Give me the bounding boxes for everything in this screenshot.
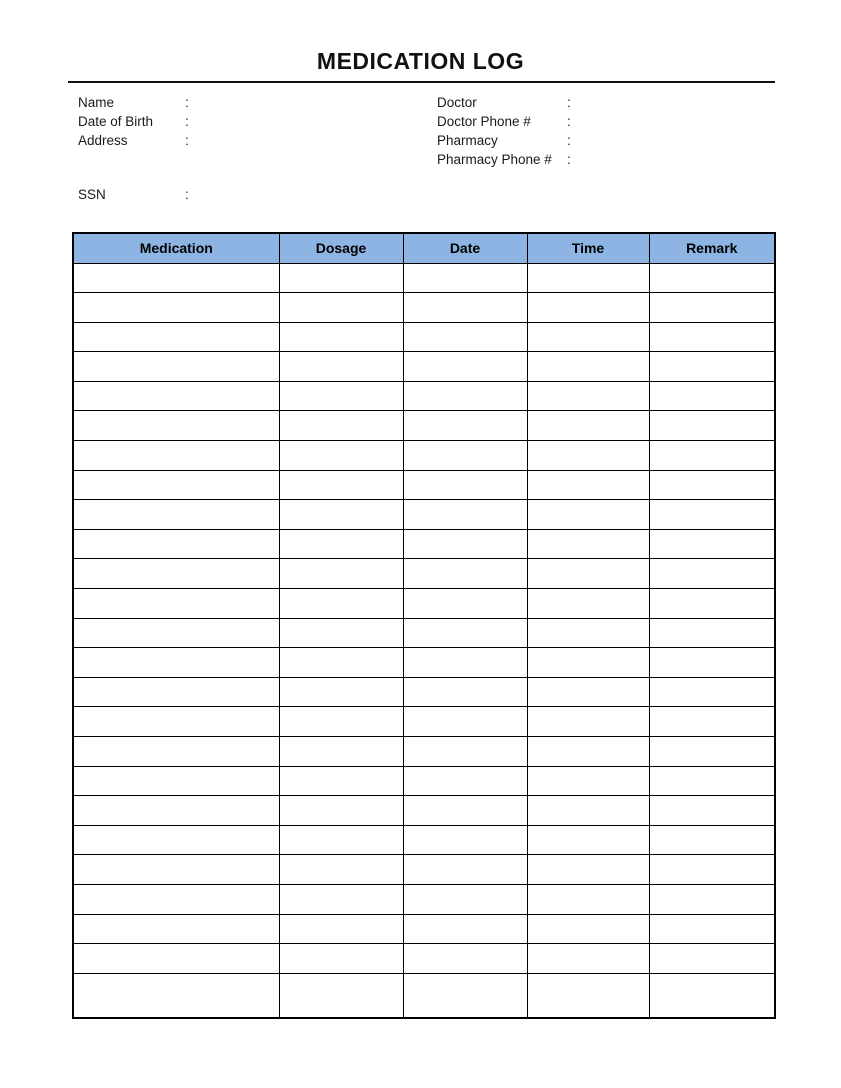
cell-time-row14[interactable] (527, 648, 649, 678)
cell-dosage-row9[interactable] (279, 500, 403, 530)
cell-date-row20[interactable] (403, 825, 527, 855)
cell-remark-row22[interactable] (649, 884, 775, 914)
cell-date-row2[interactable] (403, 293, 527, 323)
cell-medication-row14[interactable] (73, 648, 279, 678)
cell-dosage-row10[interactable] (279, 529, 403, 559)
cell-date-row11[interactable] (403, 559, 527, 589)
column-header-remark: Remark (649, 233, 775, 263)
table-row (73, 529, 775, 559)
cell-medication-row11[interactable] (73, 559, 279, 589)
cell-remark-row3[interactable] (649, 322, 775, 352)
pharmacy-phone-value-field[interactable] (571, 154, 691, 168)
address-value-field[interactable] (189, 135, 309, 149)
table-row (73, 500, 775, 530)
cell-time-row20[interactable] (527, 825, 649, 855)
cell-date-row4[interactable] (403, 352, 527, 382)
page-title: MEDICATION LOG (316, 48, 525, 74)
cell-dosage-row19[interactable] (279, 796, 403, 826)
cell-remark-row13[interactable] (649, 618, 775, 648)
doctor-value-field[interactable] (571, 97, 691, 111)
cell-time-row4[interactable] (527, 352, 649, 382)
cell-time-row1[interactable] (527, 263, 649, 293)
cell-remark-row6[interactable] (649, 411, 775, 441)
cell-dosage-row15[interactable] (279, 677, 403, 707)
field-row-date-of-birth (78, 113, 309, 130)
cell-date-row9[interactable] (403, 500, 527, 530)
cell-dosage-row8[interactable] (279, 470, 403, 500)
cell-remark-row25[interactable] (649, 973, 775, 1018)
title-rule (68, 81, 775, 83)
cell-remark-row19[interactable] (649, 796, 775, 826)
cell-medication-row13[interactable] (73, 618, 279, 648)
table-row (73, 914, 775, 944)
column-header-date: Date (403, 233, 527, 263)
table-row (73, 589, 775, 619)
cell-date-row3[interactable] (403, 322, 527, 352)
cell-date-row24[interactable] (403, 944, 527, 974)
cell-time-row18[interactable] (527, 766, 649, 796)
cell-dosage-row6[interactable] (279, 411, 403, 441)
ssn-label: SSN (78, 187, 106, 202)
cell-date-row16[interactable] (403, 707, 527, 737)
cell-time-row13[interactable] (527, 618, 649, 648)
name-label: Name (78, 95, 115, 110)
ssn-colon: : (185, 187, 189, 202)
cell-dosage-row1[interactable] (279, 263, 403, 293)
cell-dosage-row3[interactable] (279, 322, 403, 352)
cell-dosage-row21[interactable] (279, 855, 403, 885)
ssn-value-field[interactable] (189, 189, 309, 203)
cell-remark-row11[interactable] (649, 559, 775, 589)
field-row-address (78, 132, 309, 149)
cell-date-row23[interactable] (403, 914, 527, 944)
cell-remark-row18[interactable] (649, 766, 775, 796)
cell-time-row12[interactable] (527, 589, 649, 619)
cell-medication-row9[interactable] (73, 500, 279, 530)
cell-date-row17[interactable] (403, 737, 527, 767)
field-row-doctor (437, 94, 691, 111)
cell-medication-row3[interactable] (73, 322, 279, 352)
cell-medication-row17[interactable] (73, 737, 279, 767)
cell-time-row25[interactable] (527, 973, 649, 1018)
cell-remark-row5[interactable] (649, 381, 775, 411)
table-header-row (73, 233, 775, 263)
cell-medication-row15[interactable] (73, 677, 279, 707)
table-row (73, 322, 775, 352)
cell-medication-row8[interactable] (73, 470, 279, 500)
cell-date-row7[interactable] (403, 441, 527, 471)
cell-date-row5[interactable] (403, 381, 527, 411)
table-row (73, 796, 775, 826)
field-row-name (78, 94, 309, 111)
table-row (73, 293, 775, 323)
cell-dosage-row11[interactable] (279, 559, 403, 589)
cell-remark-row12[interactable] (649, 589, 775, 619)
cell-date-row8[interactable] (403, 470, 527, 500)
table-row (73, 441, 775, 471)
medication-table (72, 232, 776, 1019)
cell-date-row6[interactable] (403, 411, 527, 441)
cell-remark-row17[interactable] (649, 737, 775, 767)
cell-remark-row2[interactable] (649, 293, 775, 323)
cell-time-row3[interactable] (527, 322, 649, 352)
field-row-doctor-phone (437, 113, 691, 130)
cell-time-row23[interactable] (527, 914, 649, 944)
table-row (73, 470, 775, 500)
cell-time-row22[interactable] (527, 884, 649, 914)
cell-date-row22[interactable] (403, 884, 527, 914)
table-row (73, 766, 775, 796)
cell-time-row16[interactable] (527, 707, 649, 737)
doctor-phone-label: Doctor Phone # (437, 114, 531, 129)
cell-time-row15[interactable] (527, 677, 649, 707)
cell-date-row13[interactable] (403, 618, 527, 648)
cell-dosage-row20[interactable] (279, 825, 403, 855)
cell-remark-row9[interactable] (649, 500, 775, 530)
cell-medication-row16[interactable] (73, 707, 279, 737)
table-row (73, 381, 775, 411)
table-row (73, 411, 775, 441)
cell-dosage-row12[interactable] (279, 589, 403, 619)
date-of-birth-value-field[interactable] (189, 116, 309, 130)
table-row (73, 737, 775, 767)
cell-date-row12[interactable] (403, 589, 527, 619)
cell-medication-row1[interactable] (73, 263, 279, 293)
medication-table-body (73, 263, 775, 1018)
cell-remark-row8[interactable] (649, 470, 775, 500)
name-value-field[interactable] (189, 97, 309, 111)
cell-medication-row21[interactable] (73, 855, 279, 885)
cell-dosage-row4[interactable] (279, 352, 403, 382)
table-row (73, 677, 775, 707)
doctor-phone-value-field[interactable] (571, 116, 691, 130)
cell-dosage-row2[interactable] (279, 293, 403, 323)
cell-time-row21[interactable] (527, 855, 649, 885)
table-row (73, 855, 775, 885)
cell-time-row6[interactable] (527, 411, 649, 441)
cell-medication-row12[interactable] (73, 589, 279, 619)
cell-time-row10[interactable] (527, 529, 649, 559)
column-header-dosage: Dosage (279, 233, 403, 263)
field-row-pharmacy (437, 132, 691, 149)
cell-dosage-row5[interactable] (279, 381, 403, 411)
cell-time-row5[interactable] (527, 381, 649, 411)
field-row-pharmacy-phone (437, 151, 691, 168)
table-row (73, 618, 775, 648)
cell-medication-row22[interactable] (73, 884, 279, 914)
cell-time-row17[interactable] (527, 737, 649, 767)
cell-time-row2[interactable] (527, 293, 649, 323)
cell-medication-row6[interactable] (73, 411, 279, 441)
cell-time-row24[interactable] (527, 944, 649, 974)
cell-dosage-row23[interactable] (279, 914, 403, 944)
field-row-ssn (78, 186, 309, 203)
table-row (73, 648, 775, 678)
pharmacy-label: Pharmacy (437, 133, 498, 148)
table-row (73, 884, 775, 914)
cell-medication-row7[interactable] (73, 441, 279, 471)
cell-dosage-row22[interactable] (279, 884, 403, 914)
cell-medication-row25[interactable] (73, 973, 279, 1018)
column-header-medication: Medication (73, 233, 279, 263)
cell-date-row19[interactable] (403, 796, 527, 826)
cell-dosage-row18[interactable] (279, 766, 403, 796)
pharmacy-phone-colon: : (567, 152, 571, 167)
cell-time-row7[interactable] (527, 441, 649, 471)
cell-remark-row7[interactable] (649, 441, 775, 471)
cell-date-row18[interactable] (403, 766, 527, 796)
table-header (73, 233, 775, 263)
cell-remark-row14[interactable] (649, 648, 775, 678)
cell-medication-row20[interactable] (73, 825, 279, 855)
cell-time-row8[interactable] (527, 470, 649, 500)
cell-dosage-row13[interactable] (279, 618, 403, 648)
cell-dosage-row14[interactable] (279, 648, 403, 678)
cell-date-row21[interactable] (403, 855, 527, 885)
cell-medication-row5[interactable] (73, 381, 279, 411)
doctor-colon: : (567, 95, 571, 110)
cell-date-row14[interactable] (403, 648, 527, 678)
cell-time-row19[interactable] (527, 796, 649, 826)
date-of-birth-label: Date of Birth (78, 114, 154, 129)
cell-medication-row4[interactable] (73, 352, 279, 382)
address-label: Address (78, 133, 128, 148)
cell-remark-row23[interactable] (649, 914, 775, 944)
cell-medication-row2[interactable] (73, 293, 279, 323)
cell-remark-row1[interactable] (649, 263, 775, 293)
cell-date-row25[interactable] (403, 973, 527, 1018)
cell-dosage-row17[interactable] (279, 737, 403, 767)
cell-remark-row21[interactable] (649, 855, 775, 885)
cell-remark-row4[interactable] (649, 352, 775, 382)
cell-dosage-row24[interactable] (279, 944, 403, 974)
column-header-time: Time (527, 233, 649, 263)
date-of-birth-colon: : (185, 114, 189, 129)
cell-remark-row10[interactable] (649, 529, 775, 559)
table-row (73, 944, 775, 974)
pharmacy-phone-label: Pharmacy Phone # (437, 152, 552, 167)
cell-time-row11[interactable] (527, 559, 649, 589)
cell-medication-row23[interactable] (73, 914, 279, 944)
cell-dosage-row16[interactable] (279, 707, 403, 737)
cell-medication-row10[interactable] (73, 529, 279, 559)
table-row (73, 707, 775, 737)
doctor-phone-colon: : (567, 114, 571, 129)
table-row (73, 263, 775, 293)
cell-medication-row19[interactable] (73, 796, 279, 826)
cell-date-row1[interactable] (403, 263, 527, 293)
cell-medication-row18[interactable] (73, 766, 279, 796)
cell-dosage-row25[interactable] (279, 973, 403, 1018)
cell-remark-row15[interactable] (649, 677, 775, 707)
table-row (73, 352, 775, 382)
address-colon: : (185, 133, 189, 148)
cell-time-row9[interactable] (527, 500, 649, 530)
name-colon: : (185, 95, 189, 110)
table-row (73, 559, 775, 589)
cell-dosage-row7[interactable] (279, 441, 403, 471)
cell-medication-row24[interactable] (73, 944, 279, 974)
cell-remark-row24[interactable] (649, 944, 775, 974)
table-row (73, 973, 775, 1018)
table-row (73, 825, 775, 855)
doctor-label: Doctor (437, 95, 477, 110)
cell-date-row10[interactable] (403, 529, 527, 559)
pharmacy-value-field[interactable] (571, 135, 691, 149)
cell-remark-row20[interactable] (649, 825, 775, 855)
pharmacy-colon: : (567, 133, 571, 148)
cell-remark-row16[interactable] (649, 707, 775, 737)
cell-date-row15[interactable] (403, 677, 527, 707)
